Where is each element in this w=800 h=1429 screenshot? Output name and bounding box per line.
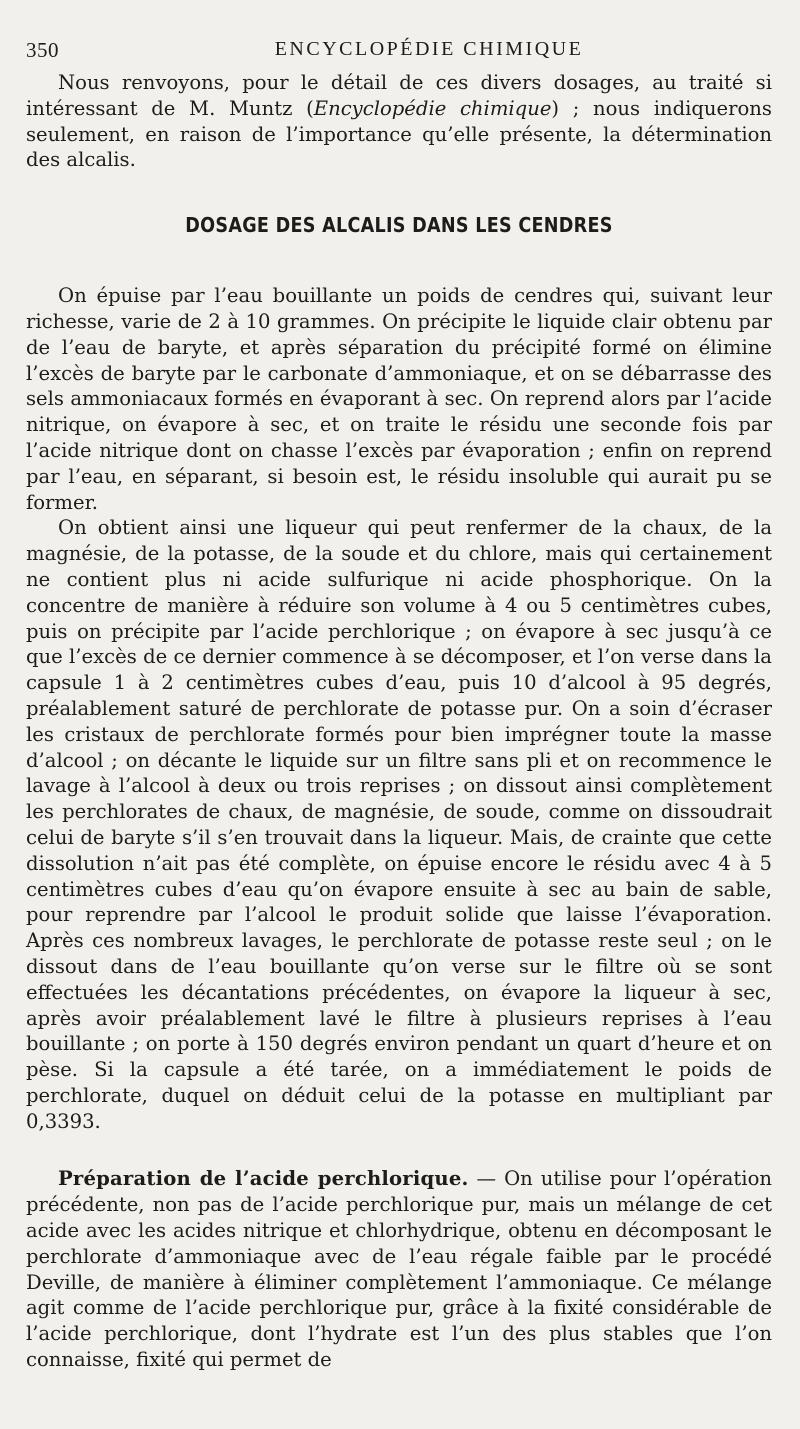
section-paragraph-1: On épuise par l’eau bouillante un poids de cendres qui, suivant leur richesse, varie de 2 à 10 grammes. On précipite le liquide clair obtenu par de l’eau de baryte, et après séparation du précipité formé on élimine l’excès de baryte par le carbonate d’ammoniaque, et on se débarrasse des sels ammoniacaux formés en évaporant à sec. On reprend alors par l’acide nitrique, on évapore à sec, et on traite le résidu une seconde fois par l’acide nitrique dont on chasse l’excès par évaporation ; enfin on reprend par l’eau, en séparant, si besoin est, le résidu insoluble qui aurait pu se former. <box>26 284 772 514</box>
intro-text-before: Nous renvoyons, pour le détail de ces divers dosages, au traité si intéressant de M. Muntz ( <box>26 71 772 120</box>
intro-text-after: ) ; nous indiquerons seulement, en raison de l’importance qu’elle présente, la détermination des alcalis. <box>26 96 772 172</box>
subsection-text: — On utilise pour l’opération précédente, non pas de l’acide perchlorique pur, mais un mélange de cet acide avec les acides nitrique et chlorhydrique, obtenu en décomposant le perchlorate d’ammoniaque avec de l’eau régale faible par le procédé Deville, de manière à éliminer complètement l’ammoniaque. Ce mélange agit comme de l’acide perchlorique pur, grâce à la fixité considérable de l’acide perchlorique, dont l’hydrate est l’un des plus stables que l’on connaisse, fixité qui permet de <box>26 1167 772 1372</box>
section-heading: DOSAGE DES ALCALIS DANS LES CENDRES <box>185 213 613 238</box>
page-number: 350 <box>26 38 59 62</box>
intro-paragraph <box>26 70 772 173</box>
intro-italic-title: Encyclopédie chimique <box>313 96 552 120</box>
running-title: ENCYCLOPÉDIE CHIMIQUE <box>274 38 584 60</box>
running-header <box>26 0 772 70</box>
section-paragraph-2: On obtient ainsi une liqueur qui peut renfermer de la chaux, de la magnésie, de la potasse, de la soude et du chlore, mais qui certainement ne contient plus ni acide sulfurique ni acide phosphorique. On la concentre de manière à réduire son volume à 4 ou 5 centimètres cubes, puis on précipite par l’acide perchlorique ; on évapore à sec jusqu’à ce que l’excès de ce dernier commence à se décomposer, et l’on verse dans la capsule 1 à 2 centimètres cubes d’eau, puis 10 d’alcool à 95 degrés, préalablement saturé de perchlorate de potasse pur. On a soin d’écraser les cristaux de perchlorate formés pour bien imprégner toute la masse d’alcool ; on décante le liquide sur un filtre sans pli et on recommence le lavage à l’alcool à deux ou trois reprises ; on dissout ainsi complètement les perchlorates de chaux, de magnésie, de soude, comme on dissoudrait celui de baryte s’il s’en trouvait dans la liqueur. Mais, de crainte que cette dissolution n’ait pas été complète, on épuise encore le résidu avec 4 à 5 centimètres cubes d’eau qu’on évapore ensuite à sec au bain de sable, pour reprendre par l’alcool le produit solide que laisse l’évaporation. Après ces nombreux lavages, le perchlorate de potasse reste seul ; on le dissout dans de l’eau bouillante qu’on verse sur le filtre où se sont effectuées les décantations précédentes, on évapore la liqueur à sec, après avoir préalablement lavé le filtre à plusieurs reprises à l’eau bouillante ; on porte à 150 degrés environ pendant un quart d’heure et on pèse. Si la capsule a été tarée, on a immédiatement le poids de perchlorate, duquel on déduit celui de la potasse en multipliant par 0,3393. <box>26 516 772 1133</box>
subsection-run-in-title: Préparation de l’acide perchlorique. <box>58 1167 469 1191</box>
subsection-paragraph <box>26 1166 772 1372</box>
